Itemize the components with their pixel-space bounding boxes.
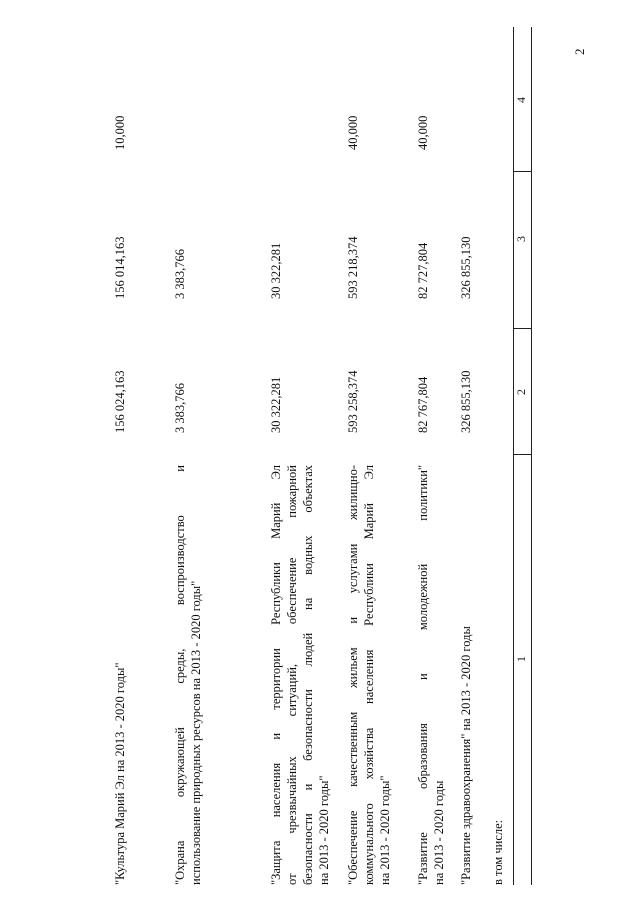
- cell-col4: 40,000: [416, 115, 430, 150]
- row-label-line: "Охрана окружающей среды, воспроизводство и: [173, 465, 187, 885]
- col-number-2: 2: [514, 389, 528, 395]
- header-top-rule: [513, 27, 514, 885]
- row-label-line: от чрезвычайных ситуаций, обеспечение пожарной: [285, 465, 299, 885]
- row-label: [458, 465, 474, 885]
- header-divider-1: [513, 454, 531, 455]
- row-label: [415, 465, 447, 885]
- row-label-line: использование природных ресурсов на 2013 - 2020 годы": [189, 580, 203, 885]
- row-label-line: "Обеспечение качественным жильем и услугами жилищно-: [346, 465, 360, 885]
- row-label-line: на 2013 - 2020 годы": [317, 775, 331, 885]
- cell-col2: 593 258,374: [346, 370, 360, 433]
- cell-col4: 40,000: [346, 115, 360, 150]
- header-divider-3: [513, 171, 531, 172]
- row-label-line: "Культура Марий Эл на 2013 - 2020 годы": [113, 662, 127, 885]
- header-divider-2: [513, 328, 531, 329]
- page-number: 2: [572, 48, 587, 55]
- row-label-line: коммунального хозяйства населения Республики Марий Эл: [362, 465, 376, 885]
- col-number-1: 1: [514, 656, 528, 662]
- cell-col2: 326 855,130: [459, 370, 473, 433]
- col-number-4: 4: [514, 97, 528, 103]
- cell-col2: 156 024,163: [113, 370, 127, 433]
- intro-text: в том числе:: [491, 819, 505, 885]
- row-label-line: "Защита населения и территории Республики Марий Эл: [269, 465, 283, 885]
- row-label: [172, 465, 204, 885]
- cell-col3: 3 383,766: [173, 249, 187, 299]
- row-label-line: на 2013 - 2020 годы: [432, 780, 446, 885]
- row-label-line: "Развитие образования и молодежной политики": [416, 465, 430, 885]
- cell-col3: 156 014,163: [113, 236, 127, 299]
- row-label: [345, 465, 393, 885]
- cell-col2: 82 767,804: [416, 376, 430, 433]
- col-number-3: 3: [514, 236, 528, 242]
- cell-col3: 30 322,281: [269, 242, 283, 299]
- cell-col3: 593 218,374: [346, 236, 360, 299]
- cell-col4: 10,000: [113, 115, 127, 150]
- row-label-line: на 2013 - 2020 годы": [378, 775, 392, 885]
- cell-col2: 30 322,281: [269, 376, 283, 433]
- header-bottom-rule: [531, 27, 532, 885]
- row-label-line: "Развитие здравоохранения" на 2013 - 2020 годы: [459, 626, 473, 885]
- cell-col3: 82 727,804: [416, 242, 430, 299]
- row-label-line: безопасности и безопасности людей на водных объектах: [301, 465, 315, 885]
- row-label: [112, 465, 128, 885]
- cell-col3: 326 855,130: [459, 236, 473, 299]
- row-label: [268, 465, 332, 885]
- cell-col2: 3 383,766: [173, 383, 187, 433]
